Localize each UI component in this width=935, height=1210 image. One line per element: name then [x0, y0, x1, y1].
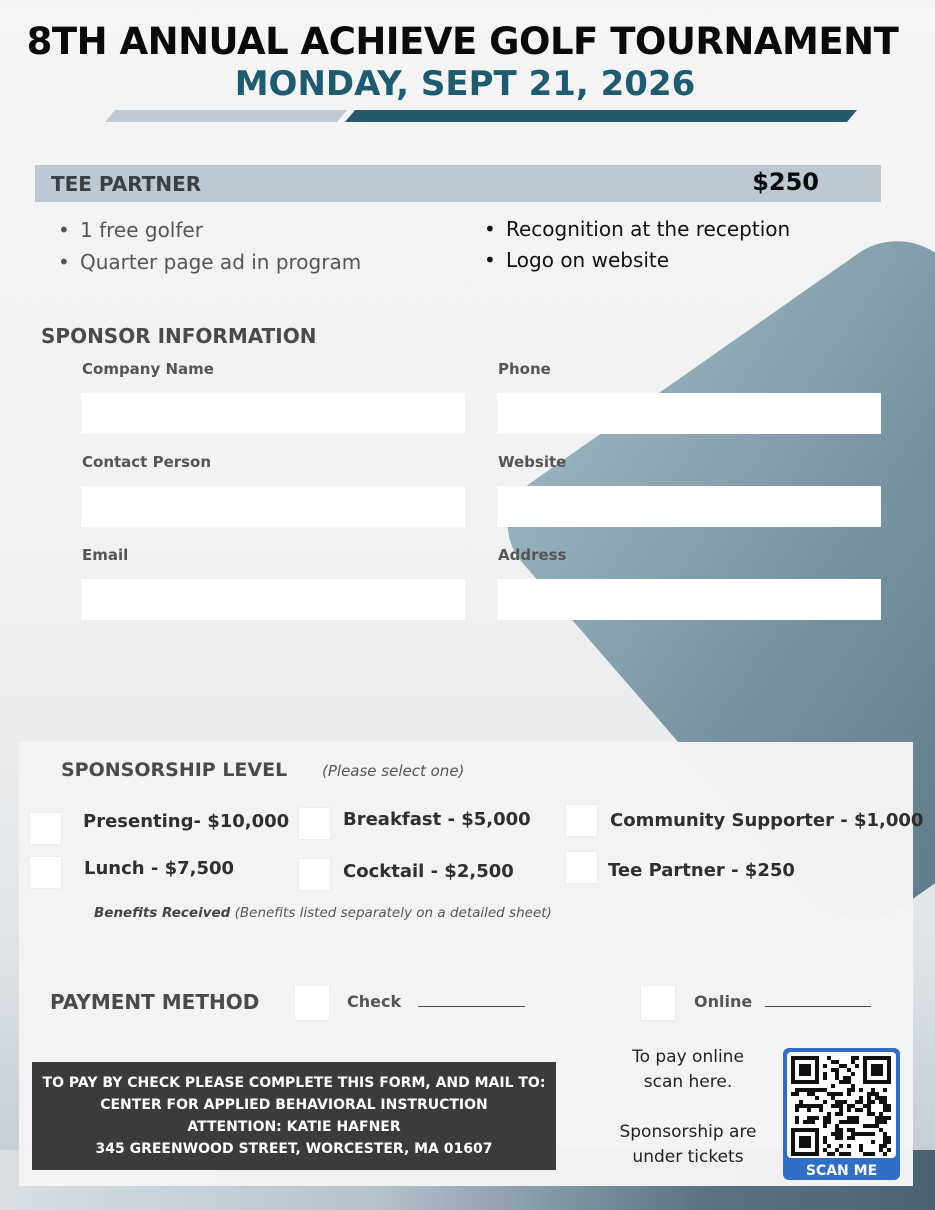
benefit-item: • Quarter page ad in program	[56, 246, 361, 278]
email-label: Email	[82, 546, 129, 564]
online-payment-label: Online	[694, 992, 753, 1011]
online-pay-line: scan here.	[643, 1072, 733, 1092]
sponsorship-level-title: SPONSORSHIP LEVEL	[61, 759, 288, 781]
benefits-note	[94, 905, 552, 921]
cocktail-checkbox[interactable]	[298, 858, 331, 891]
community-supporter-option-label: Community Supporter - $1,000	[610, 810, 924, 831]
website-input[interactable]	[497, 486, 881, 527]
sponsorship-tickets-line: Sponsorship are	[619, 1122, 757, 1142]
sponsor-info-title: SPONSOR INFORMATION	[41, 324, 317, 348]
tier-price: $250	[752, 168, 819, 196]
presenting-checkbox[interactable]	[29, 812, 62, 845]
check-payment-line	[418, 1006, 525, 1007]
phone-label: Phone	[498, 360, 551, 378]
mail-line: ATTENTION: KATIE HAFNER	[187, 1119, 401, 1135]
online-pay-line: To pay online	[632, 1047, 744, 1067]
online-pay-note	[608, 1045, 768, 1095]
mail-line: CENTER FOR APPLIED BEHAVIORAL INSTRUCTION	[100, 1097, 488, 1113]
decorative-bar-left	[105, 110, 347, 122]
lunch-option-label: Lunch - $7,500	[84, 858, 235, 879]
breakfast-option-label: Breakfast - $5,000	[343, 809, 531, 830]
event-date: MONDAY, SEPT 21, 2026	[234, 64, 696, 104]
online-payment-checkbox[interactable]	[640, 985, 676, 1021]
online-payment-line	[765, 1006, 871, 1007]
contact-person-input[interactable]	[81, 486, 465, 527]
mail-line: 345 GREENWOOD STREET, WORCESTER, MA 01607	[95, 1141, 493, 1157]
qr-code-badge[interactable]	[783, 1048, 900, 1180]
tier-name: TEE PARTNER	[51, 172, 202, 196]
payment-method-title: PAYMENT METHOD	[50, 990, 260, 1014]
community-supporter-checkbox[interactable]	[565, 804, 598, 837]
benefits-list-left	[56, 214, 361, 278]
email-input[interactable]	[81, 579, 465, 620]
website-label: Website	[498, 453, 567, 471]
qr-code-icon	[787, 1052, 896, 1158]
qr-code[interactable]	[787, 1052, 896, 1158]
tee-partner-checkbox[interactable]	[565, 851, 598, 884]
benefits-list-right	[482, 214, 790, 276]
benefit-item: • Logo on website	[482, 245, 790, 276]
address-label: Address	[498, 546, 567, 564]
scan-me-label: SCAN ME	[805, 1163, 878, 1179]
benefits-note-rest: (Benefits listed separately on a detailed sheet)	[230, 905, 552, 921]
phone-input[interactable]	[497, 393, 881, 434]
page-title: 8TH ANNUAL ACHIEVE GOLF TOURNAMENT	[26, 20, 899, 63]
check-payment-label: Check	[347, 992, 402, 1011]
company-name-label: Company Name	[82, 360, 214, 378]
mail-instructions-box	[32, 1062, 556, 1170]
sponsorship-tickets-note	[608, 1120, 768, 1170]
address-input[interactable]	[497, 579, 881, 620]
breakfast-checkbox[interactable]	[298, 807, 331, 840]
sponsorship-level-note: (Please select one)	[322, 762, 465, 780]
contact-person-label: Contact Person	[82, 453, 212, 471]
sponsorship-tickets-line: under tickets	[632, 1147, 744, 1167]
tee-partner-option-label: Tee Partner - $250	[608, 860, 795, 881]
cocktail-option-label: Cocktail - $2,500	[343, 861, 514, 882]
mail-line: TO PAY BY CHECK PLEASE COMPLETE THIS FORM, AND MAIL TO:	[42, 1075, 546, 1091]
lunch-checkbox[interactable]	[29, 856, 62, 889]
tier-band	[35, 165, 881, 202]
benefit-item: • 1 free golfer	[56, 214, 361, 246]
company-name-input[interactable]	[81, 393, 465, 434]
benefit-item: • Recognition at the reception	[482, 214, 790, 245]
check-payment-checkbox[interactable]	[294, 985, 330, 1021]
benefits-note-bold: Benefits Received	[94, 905, 231, 921]
presenting-option-label: Presenting- $10,000	[83, 811, 290, 832]
decorative-bar-right	[345, 110, 857, 122]
